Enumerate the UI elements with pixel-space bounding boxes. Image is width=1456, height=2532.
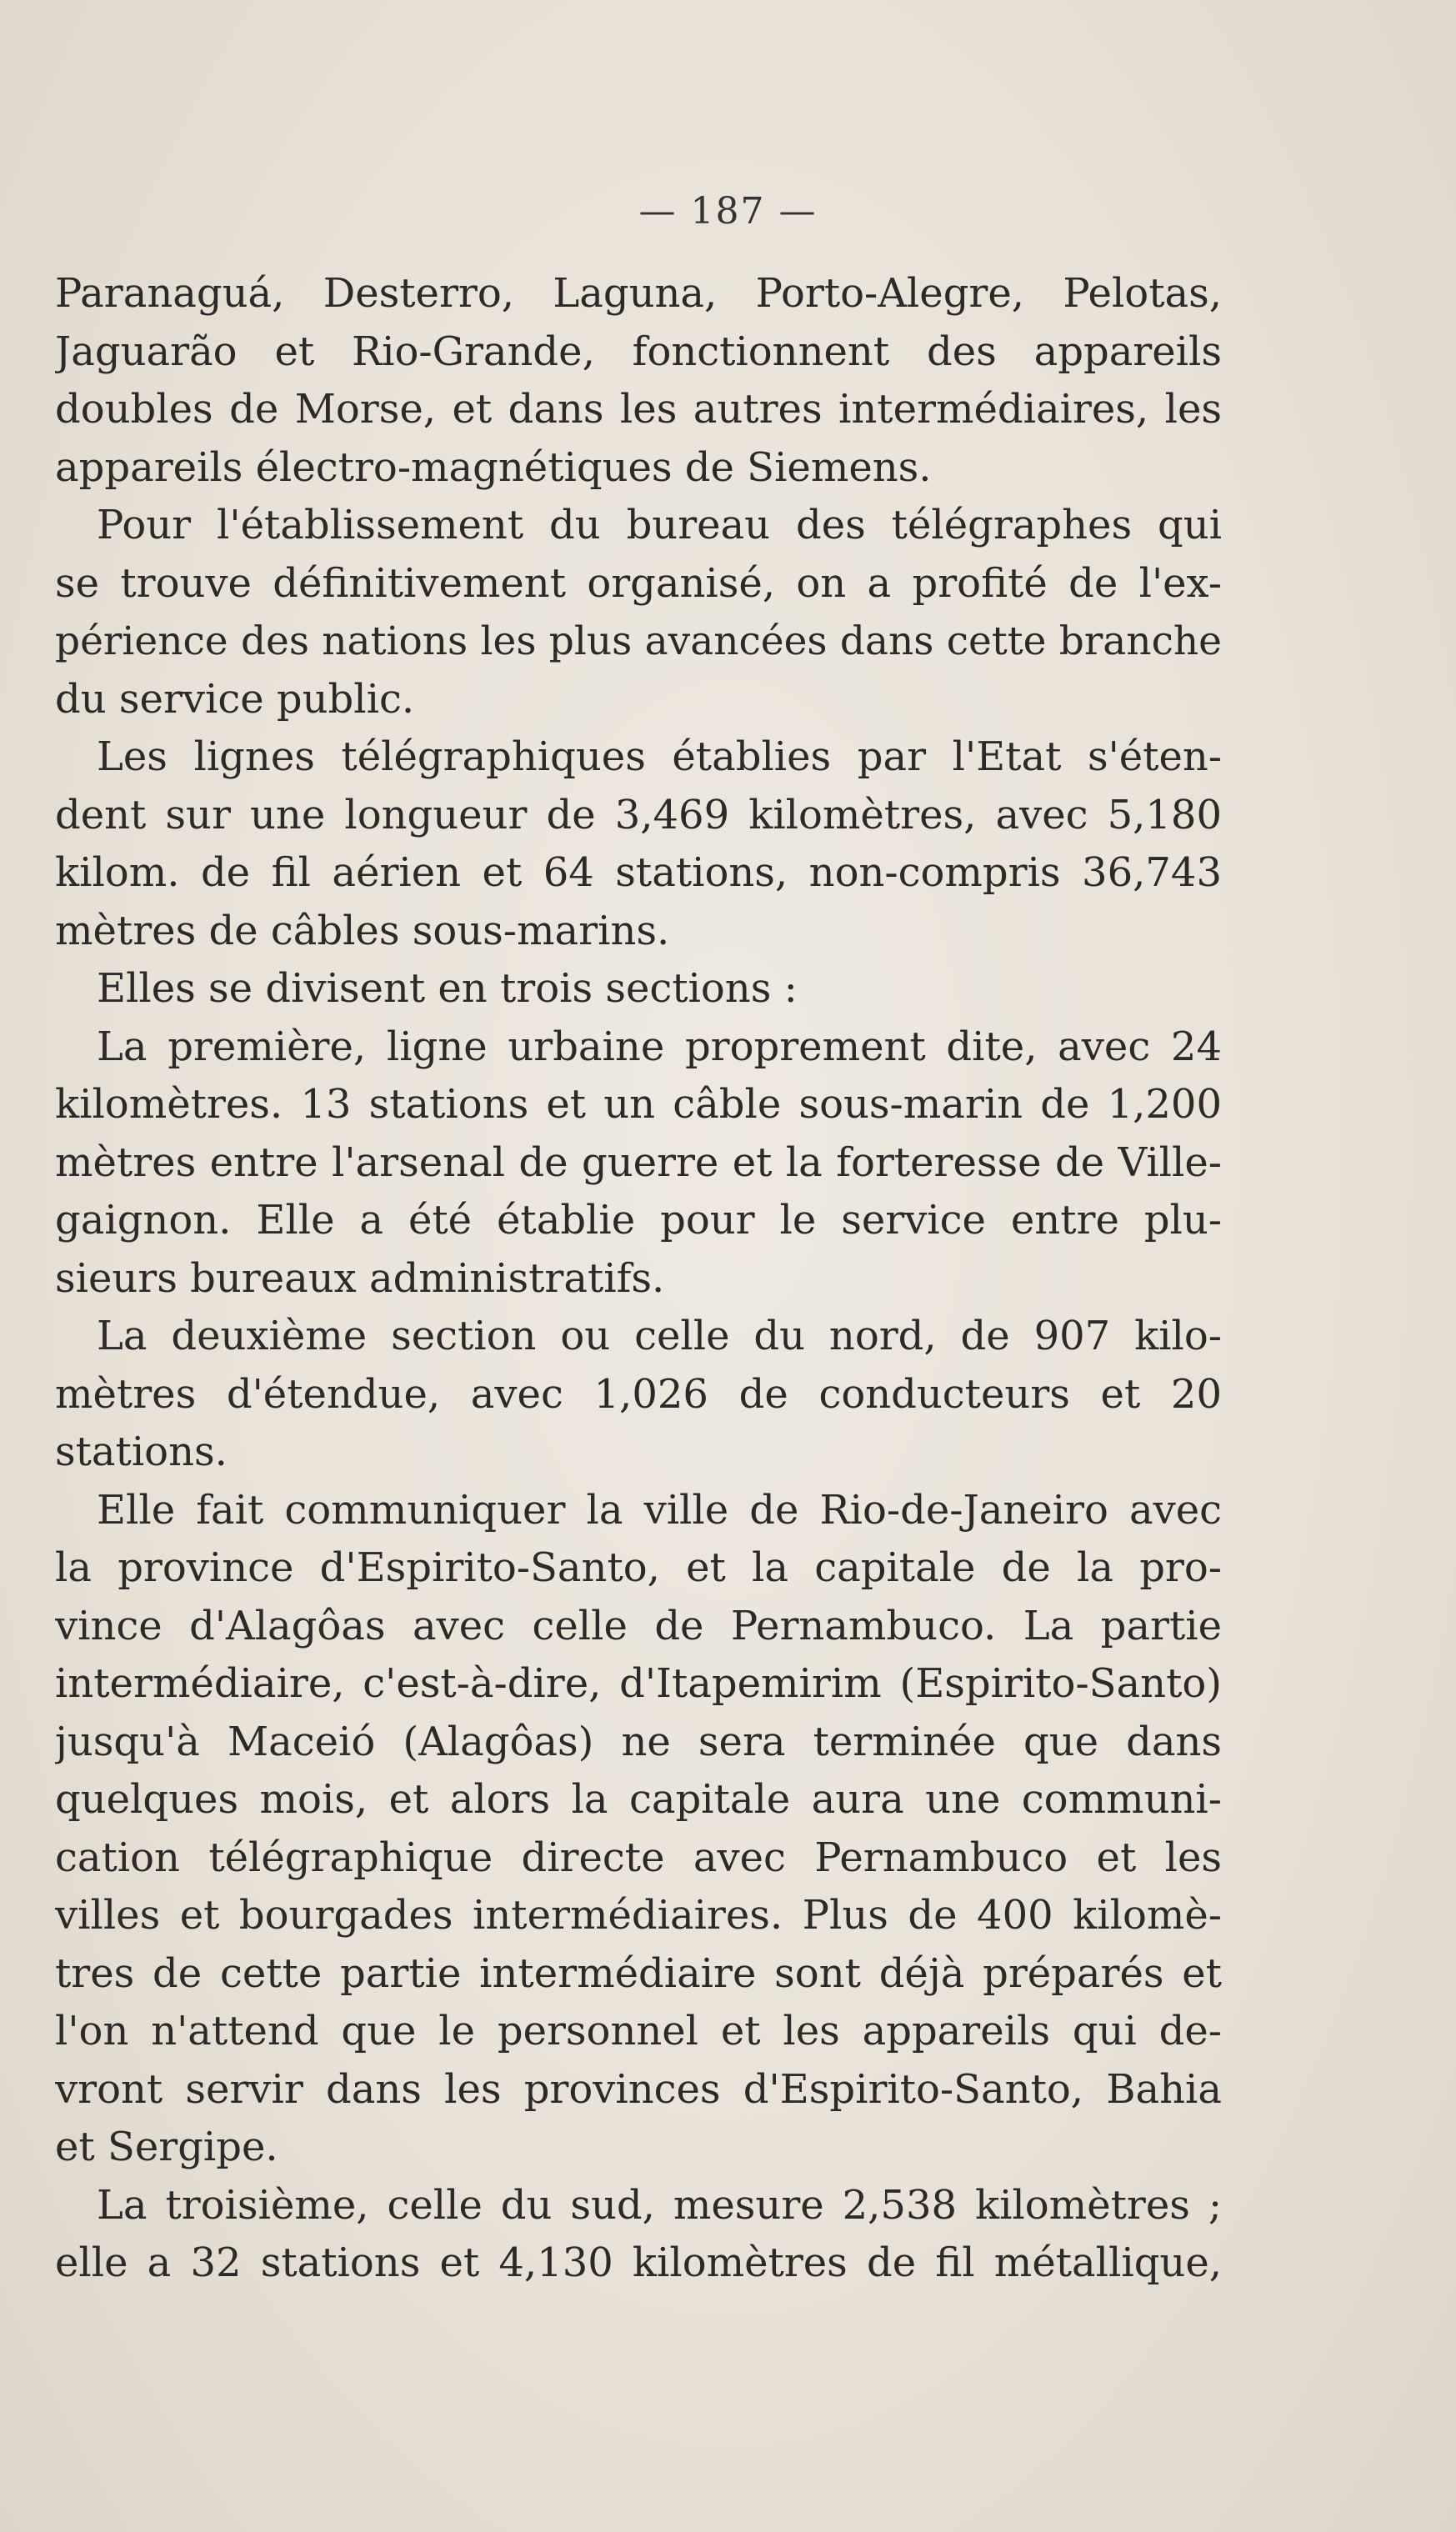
text-line: kilom. de fil aérien et 64 stations, non-compris 36,743	[55, 849, 1222, 896]
text-line: tres de cette partie intermédiaire sont déjà préparés et	[55, 1949, 1222, 1997]
page-number: — 187 —	[638, 190, 818, 233]
text-line: La troisième, celle du sud, mesure 2,538 kilomètres ;	[97, 2181, 1222, 2229]
text-line: villes et bourgades intermédiaires. Plus de 400 kilomè-	[55, 1892, 1222, 1939]
text-line: la province d'Espirito-Santo, et la capitale de la pro-	[55, 1544, 1222, 1591]
text-line: Jaguarão et Rio-Grande, fonctionnent des appareils	[55, 328, 1222, 375]
text-line: vince d'Alagôas avec celle de Pernambuco. La partie	[55, 1602, 1222, 1649]
text-line: Pour l'établissement du bureau des télégraphes qui	[97, 502, 1222, 548]
text-line: jusqu'à Maceió (Alagôas) ne sera terminée que dans	[55, 1718, 1222, 1765]
text-line: du service public.	[55, 675, 415, 723]
text-line: se trouve définitivement organisé, on a profité de l'ex-	[55, 559, 1222, 607]
body-text	[55, 265, 1222, 2293]
text-line: sieurs bureaux administratifs.	[55, 1254, 665, 1302]
text-line: intermédiaire, c'est-à-dire, d'Itapemirim (Espirito-Santo)	[55, 1660, 1222, 1707]
text-line: Elles se divisent en trois sections :	[97, 965, 798, 1012]
text-line: l'on n'attend que le personnel et les appareils qui de-	[55, 2008, 1222, 2054]
text-line: stations.	[55, 1429, 228, 1475]
text-line: Paranaguá, Desterro, Laguna, Porto-Alegre, Pelotas,	[55, 270, 1222, 317]
text-line: Elle fait communiquer la ville de Rio-de-Janeiro avec	[97, 1486, 1222, 1534]
text-line: mètres d'étendue, avec 1,026 de conducteurs et 20	[55, 1370, 1222, 1418]
text-line: La première, ligne urbaine proprement dite, avec 24	[97, 1023, 1222, 1070]
text-line: appareils électro-magnétiques de Siemens.	[55, 443, 932, 491]
text-line: cation télégraphique directe avec Pernambuco et les	[55, 1834, 1222, 1881]
text-line: doubles de Morse, et dans les autres intermédiaires, les	[55, 386, 1222, 433]
text-line: kilomètres. 13 stations et un câble sous-marin de 1,200	[55, 1081, 1222, 1128]
text-line: et Sergipe.	[55, 2124, 278, 2170]
text-line: mètres de câbles sous-marins.	[55, 907, 670, 954]
text-line: elle a 32 stations et 4,130 kilomètres de fil métallique,	[55, 2239, 1222, 2286]
text-line: dent sur une longueur de 3,469 kilomètres, avec 5,180	[55, 791, 1222, 838]
text-line: quelques mois, et alors la capitale aura une communi-	[55, 1776, 1222, 1823]
text-line: La deuxième section ou celle du nord, de 907 kilo-	[97, 1313, 1222, 1359]
text-line: gaignon. Elle a été établie pour le service entre plu-	[55, 1197, 1222, 1243]
text-line: périence des nations les plus avancées dans cette branche	[55, 618, 1222, 664]
text-line: mètres entre l'arsenal de guerre et la forteresse de Ville-	[55, 1138, 1222, 1186]
text-line: Les lignes télégraphiques établies par l'Etat s'éten-	[97, 733, 1222, 780]
text-line: vront servir dans les provinces d'Espirito-Santo, Bahia	[55, 2065, 1222, 2113]
